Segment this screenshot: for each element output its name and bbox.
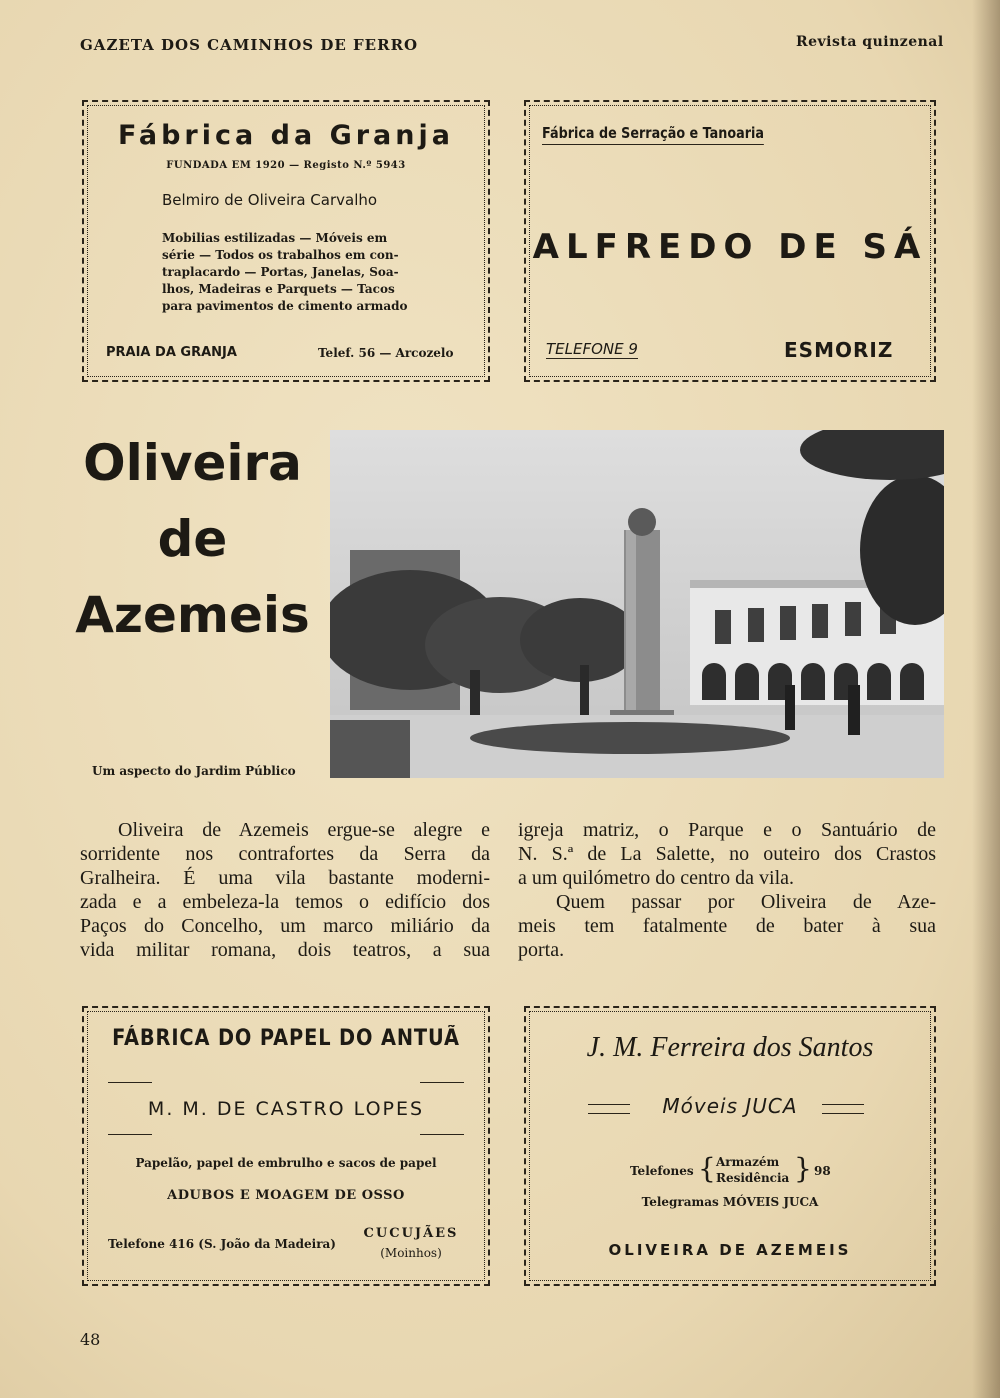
ad-granja-phone: Telef. 56 — Arcozelo (318, 346, 454, 360)
ad-granja-line: série — Todos os trabalhos em con- (162, 248, 399, 262)
ad-papel-phone: Telefone 416 (S. João da Madeira) (108, 1237, 336, 1251)
article-column-1 (80, 818, 490, 962)
article-line: N. S.ª de La Salette, no outeiro dos Crastos (518, 843, 936, 865)
ad-juca-phone-a: Armazém (716, 1155, 780, 1169)
ad-juca-phone-num: 98 (814, 1164, 831, 1178)
article-line: sorridente nos contrafortes da Serra da (80, 843, 490, 865)
ad-papel-rule (420, 1082, 464, 1083)
ad-juca-owner: J. M. Ferreira dos Santos (586, 1032, 874, 1063)
article-line: a um quilómetro do centro da vila. (518, 867, 795, 889)
ad-juca-phone-lines (716, 1154, 789, 1186)
page-number: 48 (80, 1330, 101, 1349)
ad-papel-owner: M. M. DE CASTRO LOPES (147, 1098, 425, 1120)
ad-alfredo-name: ALFREDO DE SÁ (532, 227, 928, 267)
article-line: Oliveira de Azemeis ergue-se alegre e (118, 819, 490, 841)
jardim-publico-photo (330, 430, 944, 778)
ad-papel-rule (108, 1134, 152, 1135)
ad-granja-line: traplacardo — Portas, Janelas, Soa- (162, 265, 399, 279)
ad-granja-line: lhos, Madeiras e Parquets — Tacos (162, 282, 395, 296)
article-title (70, 425, 315, 653)
article-title-line: Oliveira (83, 434, 302, 492)
ad-granja-title: Fábrica da Granja (118, 120, 454, 151)
ad-juca-telegrams: Telegramas MÓVEIS JUCA (641, 1195, 819, 1209)
article-line: Gralheira. É uma vila bastante moderni- (80, 867, 490, 889)
ad-granja-owner: Belmiro de Oliveira Carvalho (162, 191, 378, 209)
ad-juca-phone-b: Residência (716, 1171, 790, 1185)
ad-alfredo-phone: TELEFONE 9 (546, 340, 638, 358)
ad-juca-brace-left: { (698, 1152, 716, 1185)
article-line: zada e a embeleza-la temos o edifício dos (80, 891, 490, 913)
ad-papel-rule (108, 1082, 152, 1083)
photo-caption: Um aspecto do Jardim Público (92, 764, 296, 778)
article-column-2 (518, 818, 936, 962)
ad-papel-place-sub: (Moinhos) (380, 1246, 442, 1260)
article-title-line: Azemeis (75, 586, 310, 644)
ad-juca-brace-right: } (794, 1152, 812, 1185)
ad-granja-line: para pavimentos de cimento armado (162, 299, 408, 313)
ad-juca-brand: Móveis JUCA (662, 1094, 798, 1118)
ad-juca-ornament (822, 1104, 864, 1114)
ad-juca-place: OLIVEIRA DE AZEMEIS (608, 1241, 852, 1259)
article-line: vida militar romana, dois teatros, a sua (80, 939, 490, 961)
ad-papel-antua (82, 1006, 490, 1286)
ad-granja-description (162, 230, 412, 315)
magazine-periodicity: Revista quinzenal (796, 34, 944, 50)
magazine-title: GAZETA DOS CAMINHOS DE FERRO (80, 36, 419, 54)
ad-papel-place: CUCUJÃES (363, 1226, 459, 1241)
ad-papel-line1: Papelão, papel de embrulho e sacos de papel (135, 1156, 437, 1170)
page-spine-shadow (972, 0, 1000, 1398)
ad-juca-phones-label: Telefones (630, 1164, 694, 1178)
ad-papel-rule (420, 1134, 464, 1135)
article-line: Quem passar por Oliveira de Aze- (556, 891, 936, 913)
ad-papel-title: FÁBRICA DO PAPEL DO ANTUÃ (112, 1026, 460, 1051)
article-line: porta. (518, 939, 565, 961)
article-line: Paços do Concelho, um marco miliário da (80, 915, 490, 937)
ad-fabrica-granja (82, 100, 490, 382)
article-line: igreja matriz, o Parque e o Santuário de (518, 819, 936, 841)
ad-alfredo-subtitle: Fábrica de Serração e Tanoaria (542, 124, 764, 145)
ad-granja-founded: FUNDADA EM 1920 — Registo N.º 5943 (166, 160, 406, 171)
article-line: meis tem fatalmente de bater à sua (518, 915, 936, 937)
ad-granja-place: PRAIA DA GRANJA (106, 345, 237, 360)
ad-alfredo-place: ESMORIZ (784, 338, 894, 362)
ad-granja-line: Mobilias estilizadas — Móveis em (162, 231, 388, 245)
ad-juca-ornament (588, 1104, 630, 1114)
article-title-line: de (157, 510, 228, 568)
ad-papel-line2: ADUBOS E MOAGEM DE OSSO (167, 1188, 405, 1203)
ad-moveis-juca (524, 1006, 936, 1286)
photo-illustration (330, 430, 944, 778)
ad-alfredo-de-sa (524, 100, 936, 382)
